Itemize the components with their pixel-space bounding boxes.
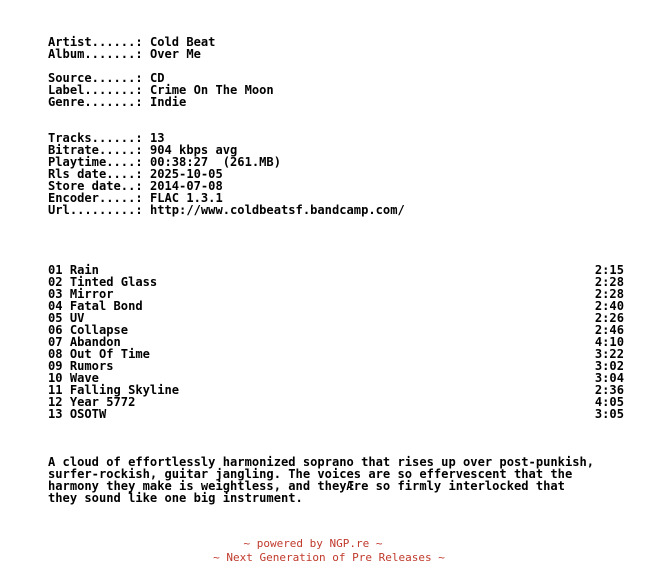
- track-title: 11 Falling Skyline: [48, 383, 180, 397]
- album-row: [48, 48, 628, 60]
- track-row: [48, 348, 624, 360]
- footer-powered-by: ~ powered by NGP.re ~: [243, 537, 383, 550]
- genre-label: Genre.......:: [48, 95, 143, 109]
- genre-value: Indie: [149, 95, 187, 109]
- description: [48, 456, 628, 504]
- rls-date-value: 2025-10-05: [149, 167, 223, 181]
- track-row: [48, 324, 624, 336]
- track-row: [48, 396, 624, 408]
- label-value: Crime On The Moon: [149, 83, 274, 97]
- track-title: 09 Rumors: [48, 359, 114, 373]
- track-title: 05 UV: [48, 311, 85, 325]
- artist-value: Cold Beat: [149, 35, 216, 49]
- track-title: 12 Year 5772: [48, 395, 136, 409]
- track-time: 4:10: [594, 335, 624, 349]
- nfo-text: [48, 36, 628, 504]
- track-time: 2:40: [594, 299, 624, 313]
- track-title: 08 Out Of Time: [48, 347, 150, 361]
- store-date-label: Store date..:: [48, 179, 143, 193]
- track-time: 3:02: [594, 359, 624, 373]
- track-time: 2:28: [594, 287, 624, 301]
- album-label: Album.......:: [48, 47, 143, 61]
- track-time: 2:28: [594, 275, 624, 289]
- tracks-value: 13: [149, 131, 165, 145]
- bitrate-label: Bitrate.....:: [48, 143, 143, 157]
- genre-row: [48, 96, 628, 108]
- url-label: Url.........:: [48, 203, 143, 217]
- track-row: [48, 300, 624, 312]
- track-row: [48, 276, 624, 288]
- tracklist: [48, 264, 628, 420]
- track-title: 13 OSOTW: [48, 407, 107, 421]
- encoder-value: FLAC 1.3.1: [149, 191, 223, 205]
- source-value: CD: [149, 71, 165, 85]
- track-title: 10 Wave: [48, 371, 99, 385]
- store-date-value: 2014-07-08: [149, 179, 223, 193]
- track-title: 03 Mirror: [48, 287, 114, 301]
- footer-tagline: ~ Next Generation of Pre Releases ~: [213, 551, 445, 564]
- description-line: harmony they make is weightless, and theyÆre so firmly interlocked that: [48, 479, 565, 493]
- encoder-label: Encoder.....:: [48, 191, 143, 205]
- artist-label: Artist......:: [48, 35, 143, 49]
- album-value: Over Me: [149, 47, 201, 61]
- track-title: 04 Fatal Bond: [48, 299, 143, 313]
- track-row: [48, 312, 624, 324]
- track-title: 02 Tinted Glass: [48, 275, 158, 289]
- playtime-label: Playtime....:: [48, 155, 143, 169]
- description-line: they sound like one big instrument.: [48, 491, 303, 505]
- rls-date-label: Rls date....:: [48, 167, 143, 181]
- track-time: 2:46: [594, 323, 624, 337]
- bitrate-value: 904 kbps avg: [149, 143, 238, 157]
- url-row: [48, 204, 628, 216]
- track-time: 3:22: [594, 347, 624, 361]
- url-value: http://www.coldbeatsf.bandcamp.com/: [149, 203, 405, 217]
- track-title: 01 Rain: [48, 263, 99, 277]
- track-time: 3:04: [594, 371, 624, 385]
- description-line: A cloud of effortlessly harmonized soprano that rises up over post-punkish,: [48, 455, 595, 469]
- source-label: Source......:: [48, 71, 143, 85]
- track-time: 3:05: [594, 407, 624, 421]
- track-time: 2:36: [594, 383, 624, 397]
- track-time: 4:05: [594, 395, 624, 409]
- track-title: 06 Collapse: [48, 323, 129, 337]
- track-time: 2:15: [594, 263, 624, 277]
- track-time: 2:26: [594, 311, 624, 325]
- description-line: surfer-rockish, guitar jangling. The voices are so effervescent that the: [48, 467, 573, 481]
- tracks-label: Tracks......:: [48, 131, 143, 145]
- track-row: [48, 408, 624, 420]
- playtime-value: 00:38:27 (261.MB): [149, 155, 281, 169]
- label-label: Label.......:: [48, 83, 143, 97]
- track-title: 07 Abandon: [48, 335, 121, 349]
- track-row: [48, 360, 624, 372]
